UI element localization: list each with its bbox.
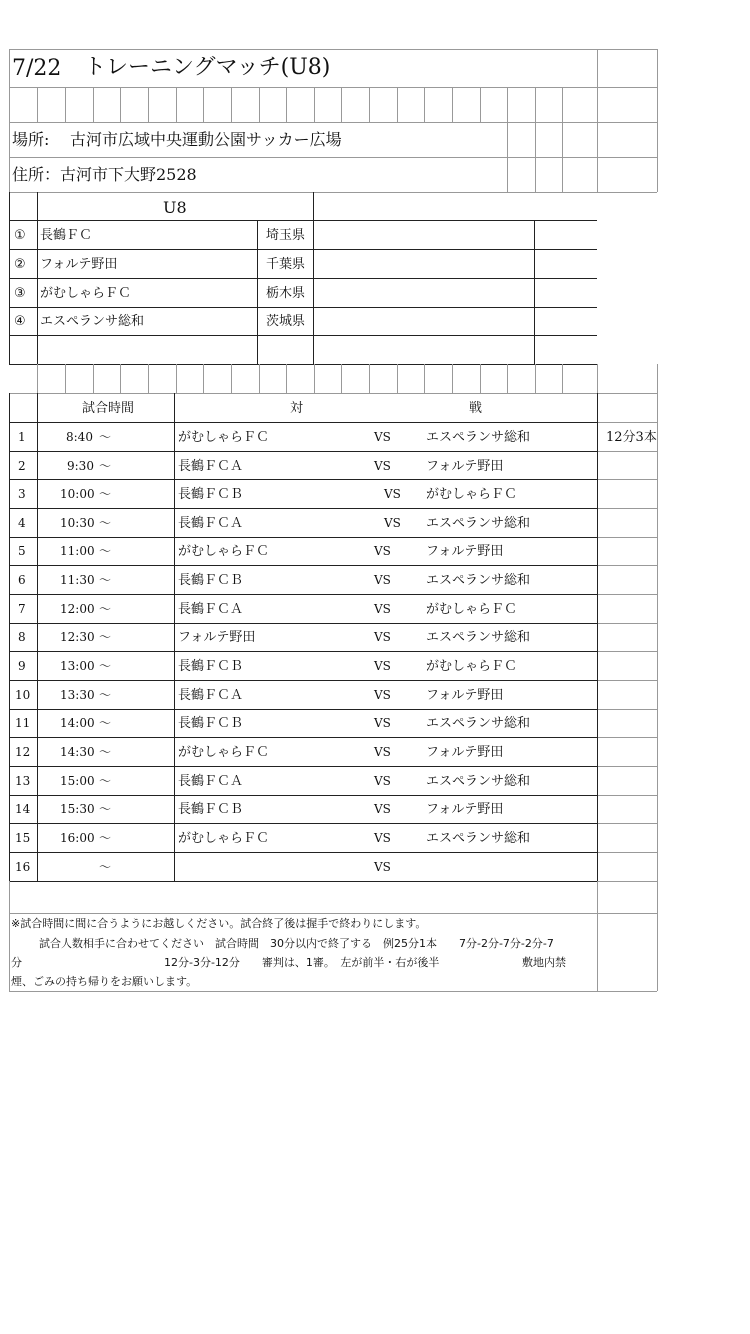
team-name: 長鶴ＦＣ	[40, 228, 93, 243]
match-number: 13	[15, 774, 31, 788]
away-team: がむしゃらＦＣ	[426, 487, 518, 502]
match-tilde: ～	[99, 802, 112, 816]
vs-label: VS	[374, 659, 391, 673]
home-team: フォルテ野田	[178, 630, 256, 645]
match-tilde: ～	[99, 544, 112, 558]
note-line-3a: 分	[11, 956, 22, 969]
away-team: がむしゃらＦＣ	[426, 659, 518, 674]
away-team: フォルテ野田	[426, 802, 504, 817]
match-tilde: ～	[99, 716, 112, 730]
match-tilde: ～	[99, 573, 112, 587]
team-number: ④	[14, 314, 26, 329]
match-number: 3	[18, 487, 26, 501]
match-number: 5	[18, 544, 26, 558]
vs-label: VS	[384, 487, 401, 501]
home-team: 長鶴ＦＣＡ	[178, 774, 244, 789]
match-time: 10:30	[60, 516, 95, 530]
match-tilde: ～	[99, 602, 112, 616]
team-name: がむしゃらＦＣ	[40, 286, 132, 301]
home-team: 長鶴ＦＣＡ	[178, 459, 244, 474]
match-tilde: ～	[99, 659, 112, 673]
match-number: 2	[18, 459, 26, 473]
match-number: 7	[18, 602, 26, 616]
vs-label: VS	[374, 630, 391, 644]
note-line-1: ※試合時間に間に合うようにお越しください。試合終了後は握手で終わりにします。	[11, 917, 427, 930]
team-name: フォルテ野田	[40, 257, 118, 272]
vs-label: VS	[384, 516, 401, 530]
match-tilde: ～	[99, 630, 112, 644]
vs-label: VS	[374, 802, 391, 816]
match-number: 4	[18, 516, 26, 530]
vs-label: VS	[374, 860, 391, 874]
col-match-header-2: 戦	[469, 401, 483, 416]
home-team: がむしゃらＦＣ	[178, 831, 270, 846]
away-team: エスペランサ総和	[426, 716, 531, 731]
team-number: ②	[14, 257, 26, 272]
home-team: がむしゃらＦＣ	[178, 745, 270, 760]
event-date: 7/22	[12, 56, 62, 81]
match-time: 9:30	[67, 459, 94, 473]
match-tilde: ～	[99, 459, 112, 473]
home-team: 長鶴ＦＣＢ	[178, 659, 244, 674]
team-prefecture: 千葉県	[266, 257, 306, 272]
match-number: 15	[15, 831, 31, 845]
match-tilde: ～	[99, 831, 112, 845]
home-team: 長鶴ＦＣＢ	[178, 716, 244, 731]
match-tilde: ～	[99, 430, 112, 444]
vs-label: VS	[374, 430, 391, 444]
match-number: 10	[15, 688, 31, 702]
vs-label: VS	[374, 573, 391, 587]
match-time: 13:00	[60, 659, 95, 673]
match-tilde: ～	[99, 745, 112, 759]
match-time: 14:30	[60, 745, 95, 759]
venue-address: 住所：古河市下大野2528	[12, 165, 197, 184]
away-team: エスペランサ総和	[426, 630, 531, 645]
match-time: 13:30	[60, 688, 95, 702]
match-tilde: ～	[99, 774, 112, 788]
home-team: 長鶴ＦＣＢ	[178, 487, 244, 502]
match-time: 14:00	[60, 716, 95, 730]
match-number: 12	[15, 745, 31, 759]
match-time: 12:00	[60, 602, 95, 616]
note-line-3b: 12分-3分-12分 審判は、1審。 左が前半・右が後半	[164, 956, 440, 969]
vs-label: VS	[374, 688, 391, 702]
home-team: 長鶴ＦＣＢ	[178, 573, 244, 588]
venue-label: 場所:	[12, 130, 50, 149]
venue-name: 古河市広域中央運動公園サッカー広場	[70, 130, 342, 149]
match-time: 11:00	[60, 544, 95, 558]
event-title: トレーニングマッチ(U8)	[84, 55, 331, 80]
match-tilde: ～	[99, 516, 112, 530]
home-team: がむしゃらＦＣ	[178, 430, 270, 445]
match-number: 14	[15, 802, 31, 816]
away-team: フォルテ野田	[426, 745, 504, 760]
match-time: 10:00	[60, 487, 95, 501]
match-number: 1	[18, 430, 26, 444]
match-time: 12:30	[60, 630, 95, 644]
vs-label: VS	[374, 745, 391, 759]
match-tilde: ～	[99, 860, 112, 874]
home-team: 長鶴ＦＣＡ	[178, 516, 244, 531]
match-time: 11:30	[60, 573, 95, 587]
col-match-header-1: 対	[290, 401, 304, 416]
vs-label: VS	[374, 544, 391, 558]
team-name: エスペランサ総和	[40, 314, 145, 329]
vs-label: VS	[374, 774, 391, 788]
note-line-4: 煙、ごみの持ち帰りをお願いします。	[11, 975, 198, 988]
note-line-2: 試合人数相手に合わせてください 試合時間 30分以内で終了する 例25分1本 7分-2分-7分-2分-7	[39, 937, 554, 950]
team-number: ③	[14, 286, 26, 301]
match-number: 9	[18, 659, 26, 673]
match-time: 15:30	[60, 802, 95, 816]
note-line-3c: 敷地内禁	[522, 956, 566, 969]
away-team: エスペランサ総和	[426, 774, 531, 789]
vs-label: VS	[374, 459, 391, 473]
away-team: フォルテ野田	[426, 688, 504, 703]
match-number: 6	[18, 573, 26, 587]
col-time-header: 試合時間	[82, 401, 135, 416]
match-time: 15:00	[60, 774, 95, 788]
team-prefecture: 栃木県	[266, 286, 306, 301]
match-time: 8:40	[66, 430, 93, 444]
away-team: フォルテ野田	[426, 459, 504, 474]
match-number: 11	[15, 716, 31, 730]
match-time: 16:00	[60, 831, 95, 845]
home-team: がむしゃらＦＣ	[178, 544, 270, 559]
vs-label: VS	[374, 831, 391, 845]
away-team: エスペランサ総和	[426, 430, 531, 445]
team-prefecture: 茨城県	[266, 314, 306, 329]
match-number: 8	[18, 630, 26, 644]
home-team: 長鶴ＦＣＡ	[178, 688, 244, 703]
vs-label: VS	[374, 716, 391, 730]
team-number: ①	[14, 228, 26, 243]
away-team: エスペランサ総和	[426, 516, 531, 531]
home-team: 長鶴ＦＣＢ	[178, 802, 244, 817]
match-number: 16	[15, 860, 31, 874]
match-tilde: ～	[99, 487, 112, 501]
team-category: U8	[163, 198, 187, 217]
home-team: 長鶴ＦＣＡ	[178, 602, 244, 617]
away-team: エスペランサ総和	[426, 831, 531, 846]
match-tilde: ～	[99, 688, 112, 702]
match-format: 12分3本	[606, 430, 657, 445]
away-team: がむしゃらＦＣ	[426, 602, 518, 617]
away-team: フォルテ野田	[426, 544, 504, 559]
team-prefecture: 埼玉県	[266, 228, 306, 243]
away-team: エスペランサ総和	[426, 573, 531, 588]
vs-label: VS	[374, 602, 391, 616]
